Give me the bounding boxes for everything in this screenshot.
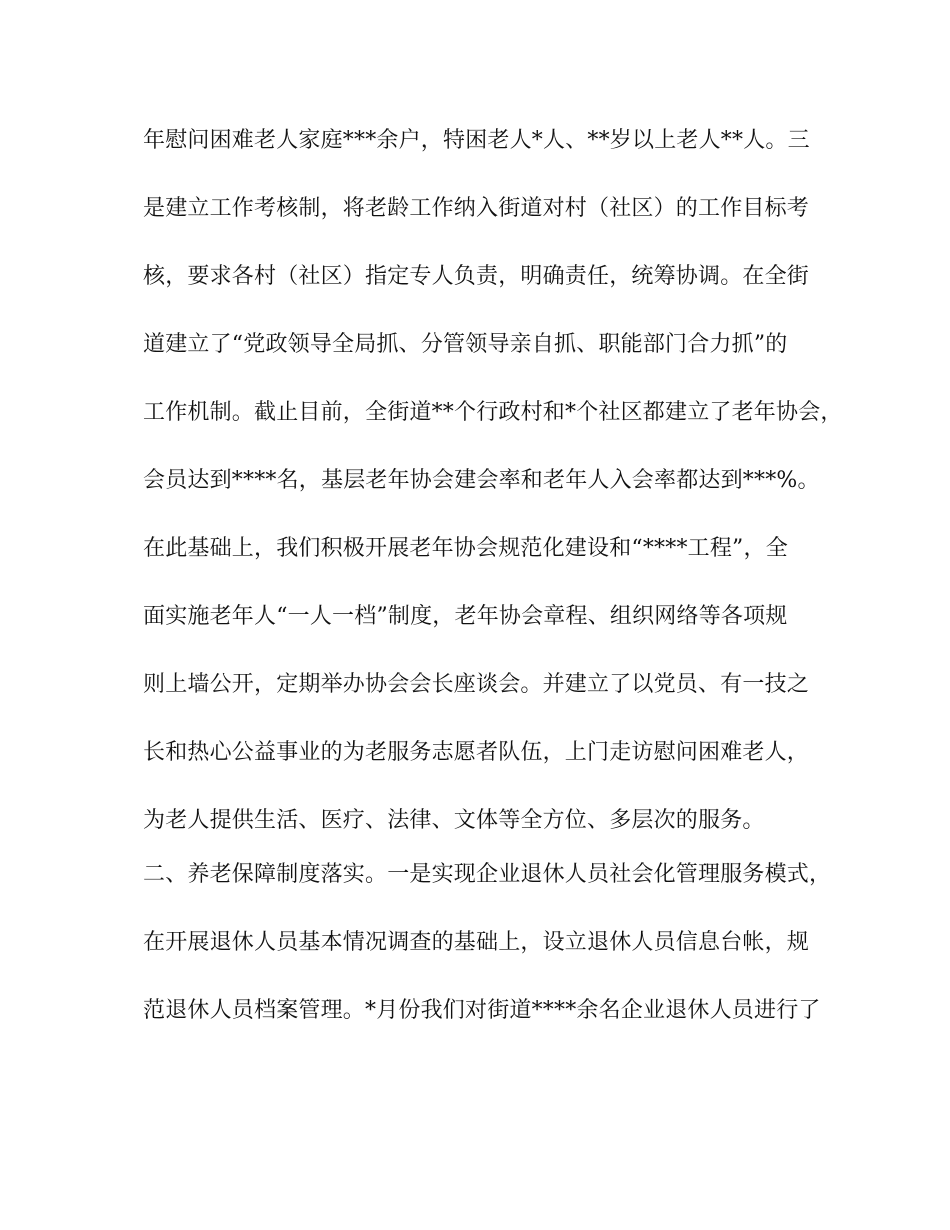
text-line: 工作机制。截止目前，全街道**个行政村和*个社区都建立了老年协会， <box>143 400 843 425</box>
text-line: 面实施老年人“一人一档”制度，老年协会章程、组织网络等各项规 <box>143 604 788 629</box>
text-line: 在此基础上，我们积极开展老年协会规范化建设和“****工程”，全 <box>143 536 788 561</box>
text-line: 道建立了“党政领导全局抓、分管领导亲自抓、职能部门合力抓”的 <box>143 332 788 357</box>
text-line: 年慰问困难老人家庭***余户，特困老人*人、**岁以上老人**人。三 <box>143 128 810 153</box>
text-line: 长和热心公益事业的为老服务志愿者队伍，上门走访慰问困难老人， <box>143 740 810 765</box>
text-line: 范退休人员档案管理。*月份我们对街道****余名企业退休人员进行了 <box>143 998 821 1023</box>
text-line: 则上墙公开，定期举办协会会长座谈会。并建立了以党员、有一技之 <box>143 672 810 697</box>
section-heading-line: 二、养老保障制度落实。一是实现企业退休人员社会化管理服务模式， <box>143 862 832 887</box>
text-line: 为老人提供生活、医疗、法律、文体等全方位、多层次的服务。 <box>143 808 765 833</box>
text-line: 核，要求各村（社区）指定专人负责，明确责任，统筹协调。在全街 <box>143 264 810 289</box>
text-line: 在开展退休人员基本情况调查的基础上，设立退休人员信息台帐，规 <box>143 930 810 955</box>
text-line: 是建立工作考核制，将老龄工作纳入街道对村（社区）的工作目标考 <box>143 196 810 221</box>
text-line: 会员达到****名，基层老年协会建会率和老年人入会率都达到***%。 <box>143 468 820 493</box>
